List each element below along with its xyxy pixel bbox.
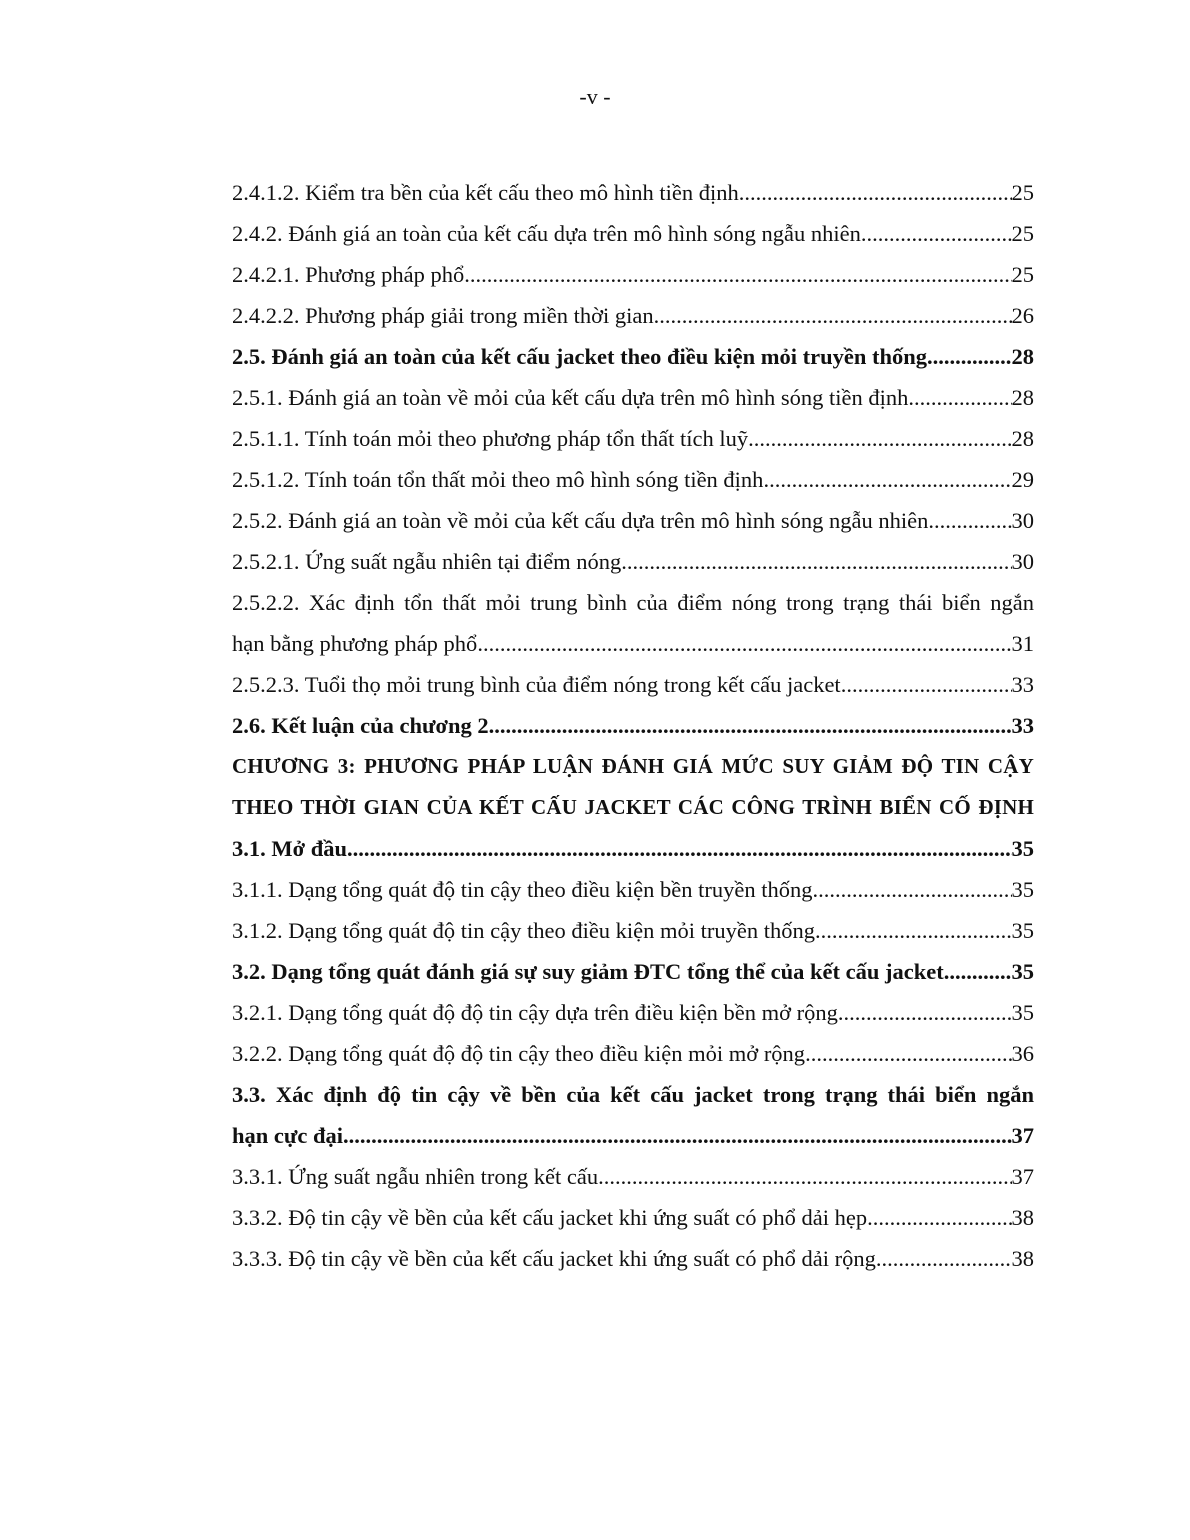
toc-entry[interactable] <box>232 541 1034 582</box>
toc-dot-leader <box>477 623 1011 664</box>
toc-entry-title: 3.1. Mở đầu <box>232 836 347 861</box>
toc-entry-title: 3.2. Dạng tổng quát đánh giá sự suy giảm ĐTC tổng thể của kết cấu jacket <box>232 959 944 984</box>
toc-entry[interactable] <box>232 1197 1034 1238</box>
toc-entry-title: 2.5.1.1. Tính toán mỏi theo phương pháp tổn thất tích luỹ <box>232 426 749 451</box>
toc-entry-page: 31 <box>1011 631 1034 656</box>
toc-dot-leader <box>838 992 1012 1033</box>
toc-dot-leader <box>841 664 1012 705</box>
toc-section-entry[interactable] <box>232 1115 1034 1156</box>
toc-dot-leader <box>654 295 1012 336</box>
toc-entry[interactable] <box>232 664 1034 705</box>
toc-section-entry[interactable] <box>232 336 1034 377</box>
toc-entry[interactable] <box>232 1156 1034 1197</box>
toc-dot-leader <box>805 1033 1011 1074</box>
toc-entry-title: 2.4.2.1. Phương pháp phổ <box>232 262 465 287</box>
toc-entry-title: 3.2.1. Dạng tổng quát độ độ tin cậy dựa trên điều kiện bền mở rộng <box>232 1000 838 1025</box>
toc-dot-leader <box>908 377 1011 418</box>
toc-dot-leader <box>739 172 1012 213</box>
toc-entry[interactable] <box>232 295 1034 336</box>
chapter-heading-line[interactable]: CHƯƠNG 3: PHƯƠNG PHÁP LUẬN ĐÁNH GIÁ MỨC SUY GIẢM ĐỘ TIN CẬY <box>232 754 1034 778</box>
toc-dot-leader <box>748 418 1011 459</box>
toc-entry[interactable] <box>232 377 1034 418</box>
toc-entry[interactable] <box>232 910 1034 951</box>
toc-entry-title: 2.5.2.1. Ứng suất ngẫu nhiên tại điểm nóng <box>232 549 622 574</box>
toc-entry-page: 29 <box>1011 467 1034 492</box>
toc-entry[interactable] <box>232 1238 1034 1279</box>
toc-entry-wrapped-line[interactable]: 2.5.2.2. Xác định tổn thất mỏi trung bình của điểm nóng trong trạng thái biển ngắn <box>232 590 1034 615</box>
toc-entry-title: hạn cực đại <box>232 1123 344 1148</box>
toc-entry-page: 38 <box>1011 1205 1034 1230</box>
toc-entry[interactable] <box>232 418 1034 459</box>
toc-section-wrapped-line[interactable]: 3.3. Xác định độ tin cậy về bền của kết cấu jacket trong trạng thái biển ngắn <box>232 1082 1034 1107</box>
toc-entry-title: 3.3.2. Độ tin cậy về bền của kết cấu jacket khi ứng suất có phổ dải hẹp <box>232 1205 868 1230</box>
toc-entry-title: 2.5.1. Đánh giá an toàn về mỏi của kết cấu dựa trên mô hình sóng tiền định <box>232 385 909 410</box>
toc-entry-title: 2.6. Kết luận của chương 2 <box>232 713 489 738</box>
toc-entry-page: 28 <box>1011 426 1034 451</box>
toc-dot-leader <box>343 1115 1011 1156</box>
toc-entry-page: 30 <box>1011 549 1034 574</box>
toc-dot-leader <box>944 951 1012 992</box>
toc-entry-page: 28 <box>1011 344 1034 369</box>
toc-section-entry[interactable] <box>232 705 1034 746</box>
toc-entry-title: 2.5.2. Đánh giá an toàn về mỏi của kết cấu dựa trên mô hình sóng ngẫu nhiên <box>232 508 929 533</box>
toc-dot-leader <box>598 1156 1011 1197</box>
toc-dot-leader <box>464 254 1011 295</box>
toc-entry-page: 25 <box>1011 221 1034 246</box>
chapter-heading-line[interactable]: THEO THỜI GIAN CỦA KẾT CẤU JACKET CÁC CÔNG TRÌNH BIỂN CỐ ĐỊNH <box>232 795 1034 819</box>
toc-entry-page: 26 <box>1011 303 1034 328</box>
toc-dot-leader <box>867 1197 1011 1238</box>
toc-entry-title: 2.4.2.2. Phương pháp giải trong miền thời gian <box>232 303 654 328</box>
toc-dot-leader <box>928 500 1011 541</box>
toc-dot-leader <box>861 213 1012 254</box>
toc-entry-page: 35 <box>1011 877 1034 902</box>
toc-entry[interactable] <box>232 172 1034 213</box>
toc-entry-title: 3.1.1. Dạng tổng quát độ tin cậy theo điều kiện bền truyền thống <box>232 877 813 902</box>
toc-entry-title: 2.5.1.2. Tính toán tổn thất mỏi theo mô hình sóng tiền định <box>232 467 764 492</box>
toc-entry-page: 38 <box>1011 1246 1034 1271</box>
toc-entry-page: 37 <box>1011 1123 1034 1148</box>
toc-entry-page: 37 <box>1011 1164 1034 1189</box>
toc-entry[interactable] <box>232 459 1034 500</box>
toc-entry-page: 35 <box>1011 959 1034 984</box>
toc-entry-page: 35 <box>1011 918 1034 943</box>
toc-entry[interactable] <box>232 869 1034 910</box>
toc-entry-page: 35 <box>1011 836 1034 861</box>
toc-entry[interactable] <box>232 1033 1034 1074</box>
toc-entry-title: 3.2.2. Dạng tổng quát độ độ tin cậy theo điều kiện mỏi mở rộng <box>232 1041 806 1066</box>
toc-entry-page: 35 <box>1011 1000 1034 1025</box>
toc-entry[interactable] <box>232 213 1034 254</box>
toc-dot-leader <box>621 541 1011 582</box>
toc-entry-title: hạn bằng phương pháp phổ <box>232 631 478 656</box>
toc-dot-leader <box>927 336 1011 377</box>
page-number: -v - <box>579 84 611 109</box>
toc-entry-page: 33 <box>1011 672 1034 697</box>
toc-section-entry[interactable] <box>232 951 1034 992</box>
toc-entry-title: 3.3.1. Ứng suất ngẫu nhiên trong kết cấu <box>232 1164 599 1189</box>
toc-dot-leader <box>763 459 1011 500</box>
toc-section-entry[interactable] <box>232 828 1034 869</box>
toc-entry-page: 30 <box>1011 508 1034 533</box>
toc-entry-title: 2.5. Đánh giá an toàn của kết cấu jacket theo điều kiện mỏi truyền thống <box>232 344 928 369</box>
toc-entry-title: 3.3.3. Độ tin cậy về bền của kết cấu jacket khi ứng suất có phổ dải rộng <box>232 1246 876 1271</box>
toc-entry-title: 2.4.2. Đánh giá an toàn của kết cấu dựa trên mô hình sóng ngẫu nhiên <box>232 221 861 246</box>
toc-dot-leader <box>813 869 1012 910</box>
toc-entry-title: 2.4.1.2. Kiểm tra bền của kết cấu theo mô hình tiền định <box>232 180 739 205</box>
toc-dot-leader <box>815 910 1011 951</box>
toc-entry-page: 25 <box>1011 262 1034 287</box>
toc-entry[interactable] <box>232 500 1034 541</box>
toc-entry[interactable] <box>232 992 1034 1033</box>
toc-entry-page: 33 <box>1011 713 1034 738</box>
toc-entry[interactable] <box>232 254 1034 295</box>
toc-entry-page: 28 <box>1011 385 1034 410</box>
toc-entry-page: 36 <box>1011 1041 1034 1066</box>
toc-entry-title: 3.1.2. Dạng tổng quát độ tin cậy theo điều kiện mỏi truyền thống <box>232 918 816 943</box>
table-of-contents <box>232 172 1034 1279</box>
toc-dot-leader <box>347 828 1012 869</box>
toc-entry[interactable] <box>232 623 1034 664</box>
toc-dot-leader <box>489 705 1012 746</box>
toc-entry-page: 25 <box>1011 180 1034 205</box>
toc-dot-leader <box>876 1238 1012 1279</box>
toc-entry-title: 2.5.2.3. Tuổi thọ mỏi trung bình của điểm nóng trong kết cấu jacket <box>232 672 841 697</box>
